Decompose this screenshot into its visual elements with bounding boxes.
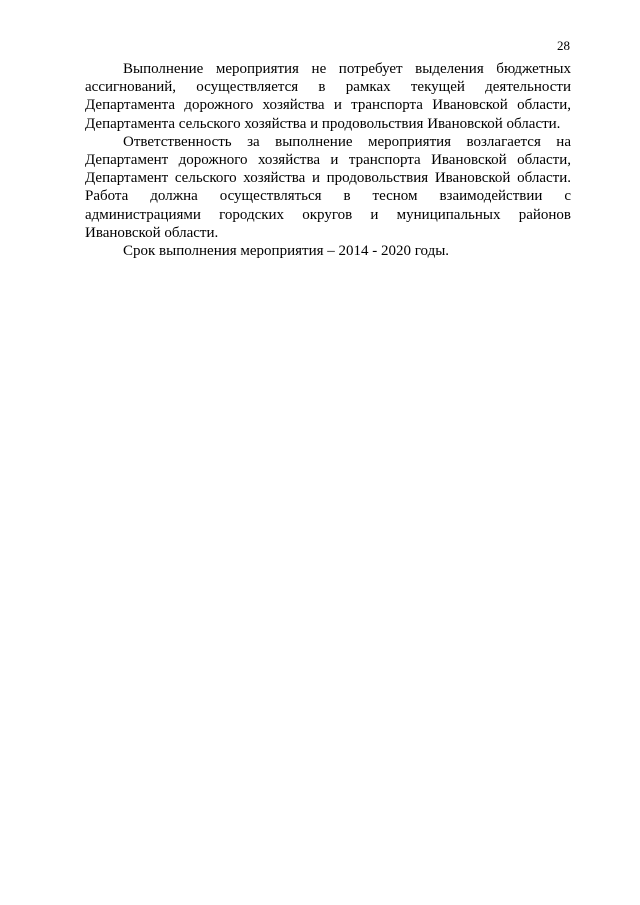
paragraph-funding: Выполнение мероприятия не потребует выделения бюджетных ассигнований, осуществляется в рамках текущей деятельности Департамента дорожного хозяйства и транспорта Ивановской области, Департамента сельского хозяйства и продовольствия Ивановской области. [85, 61, 571, 132]
document-body [85, 60, 571, 260]
paragraph-responsibility: Ответственность за выполнение мероприятия возлагается на Департамент дорожного хозяйства и транспорта Ивановской области, Департамент сельского хозяйства и продовольствия Ивановской области. Работа должна осуществляться в тесном взаимодействии с администрациями городских округов и муниципальных районов Ивановской области. [85, 133, 571, 241]
paragraph-timeline: Срок выполнения мероприятия – 2014 - 2020 годы. [123, 243, 450, 260]
page-number: 28 [557, 38, 570, 53]
